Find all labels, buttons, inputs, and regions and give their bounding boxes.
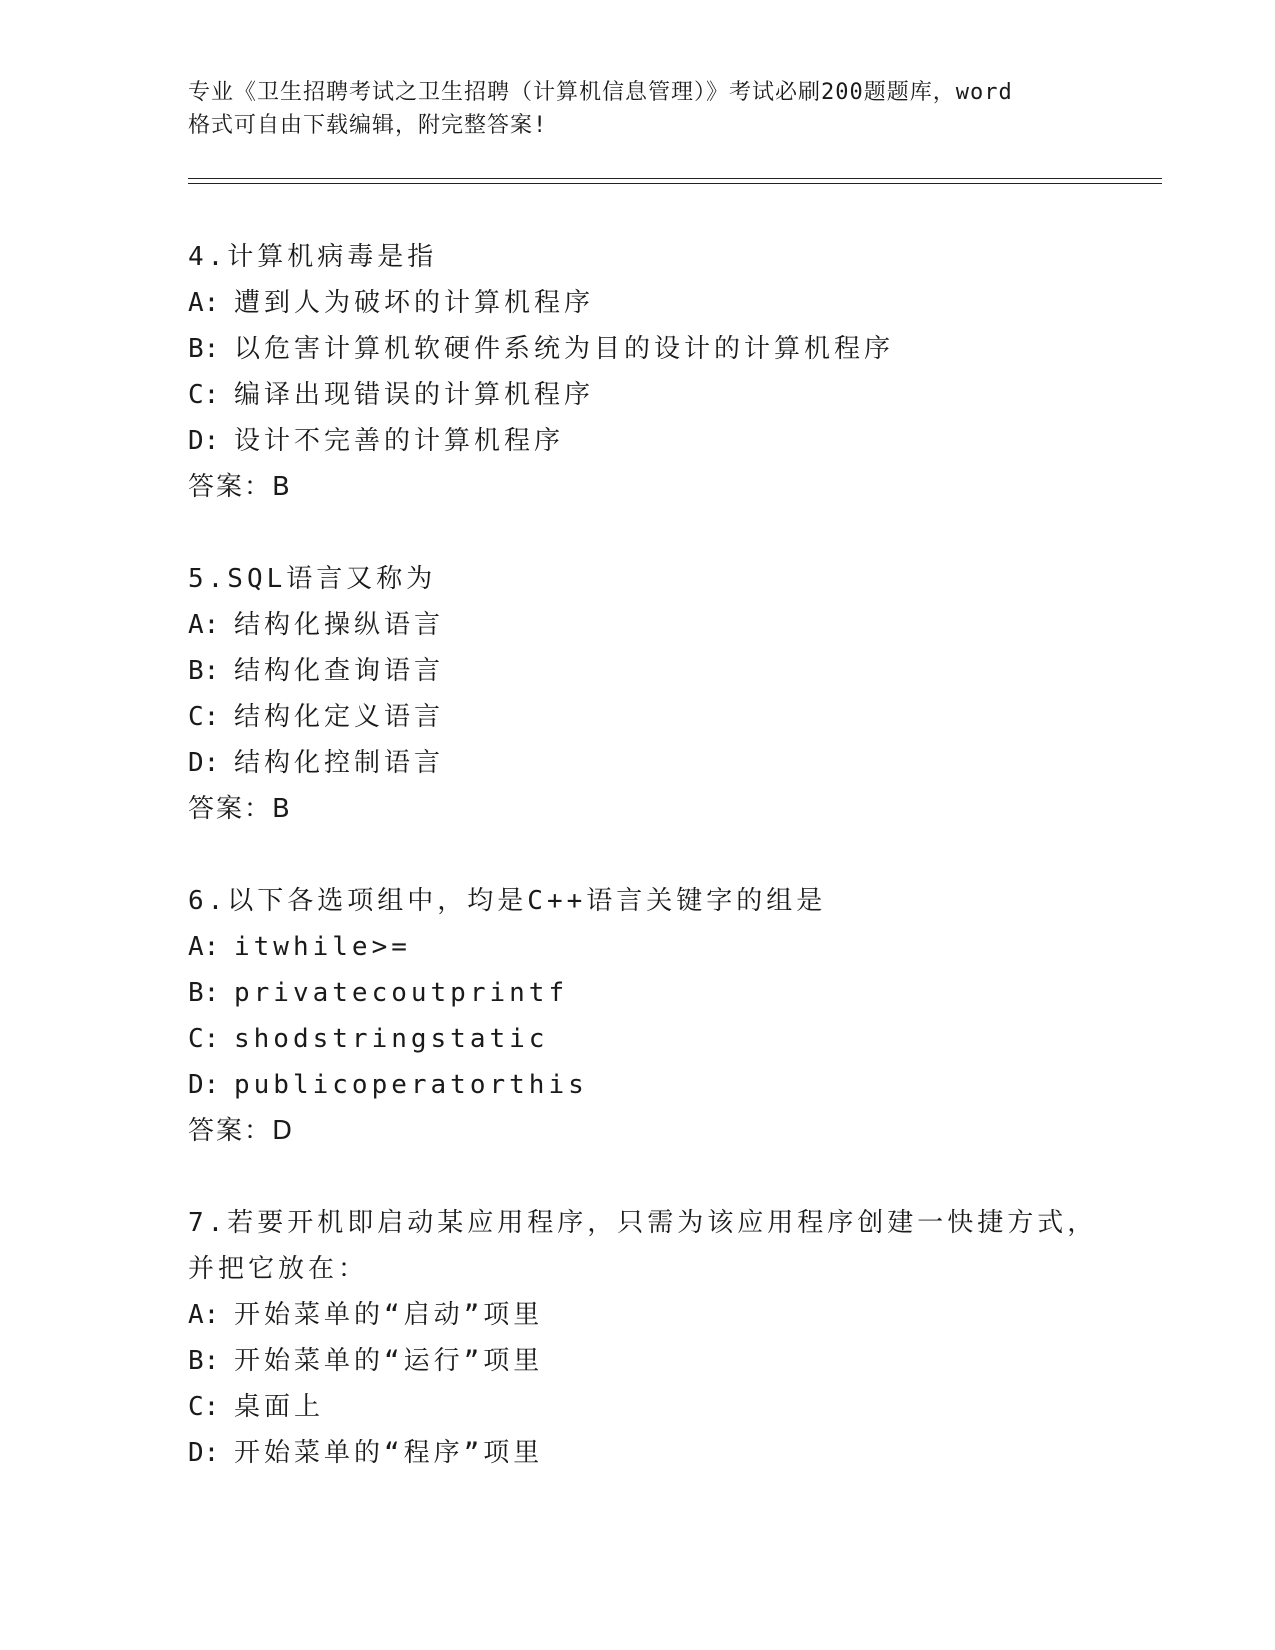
answer-line: 答案：B <box>188 472 292 502</box>
option-key: D: <box>188 426 220 456</box>
option-b <box>188 1338 1148 1384</box>
question-stem-continued: 并把它放在： <box>188 1254 369 1284</box>
option-key: A: <box>188 288 220 318</box>
question-stem: 4.计算机病毒是指 <box>188 242 438 272</box>
option-text: 设计不完善的计算机程序 <box>234 426 565 456</box>
option-c <box>188 372 1148 418</box>
answer-line: 答案：D <box>188 1116 295 1146</box>
option-key: C: <box>188 380 220 410</box>
option-text: publicoperatorthis <box>234 1070 588 1100</box>
question-7 <box>188 1200 1148 1476</box>
option-text: 遭到人为破坏的计算机程序 <box>234 288 595 318</box>
option-c <box>188 1384 1148 1430</box>
option-d <box>188 740 1148 786</box>
option-key: B: <box>188 978 220 1008</box>
option-d <box>188 1062 1148 1108</box>
option-key: B: <box>188 656 220 686</box>
option-text: 开始菜单的“启动”项里 <box>234 1300 544 1330</box>
question-stem: 6.以下各选项组中，均是C++语言关键字的组是 <box>188 886 827 916</box>
question-list <box>188 234 1148 1522</box>
option-key: C: <box>188 1392 220 1422</box>
option-key: B: <box>188 1346 220 1376</box>
header-line-2: 格式可自由下载编辑，附完整答案! <box>188 113 548 138</box>
option-key: A: <box>188 1300 220 1330</box>
option-c <box>188 1016 1148 1062</box>
answer-line: 答案：B <box>188 794 292 824</box>
option-key: C: <box>188 1024 220 1054</box>
option-text: 桌面上 <box>234 1392 325 1422</box>
header-divider-bottom <box>188 183 1162 184</box>
option-key: A: <box>188 610 220 640</box>
option-d <box>188 418 1148 464</box>
document-header <box>188 76 1088 142</box>
option-key: D: <box>188 748 220 778</box>
option-d <box>188 1430 1148 1476</box>
header-line-1: 专业《卫生招聘考试之卫生招聘（计算机信息管理）》考试必刷200题题库，word <box>188 80 1013 105</box>
option-text: 开始菜单的“运行”项里 <box>234 1346 544 1376</box>
option-key: D: <box>188 1438 220 1468</box>
option-text: itwhile>= <box>234 932 411 962</box>
option-key: A: <box>188 932 220 962</box>
question-5 <box>188 556 1148 832</box>
question-6 <box>188 878 1148 1154</box>
option-b <box>188 326 1148 372</box>
question-4 <box>188 234 1148 510</box>
option-c <box>188 694 1148 740</box>
option-a <box>188 280 1148 326</box>
option-text: privatecoutprintf <box>234 978 569 1008</box>
option-a <box>188 602 1148 648</box>
option-a <box>188 924 1148 970</box>
option-text: 编译出现错误的计算机程序 <box>234 380 595 410</box>
option-text: 结构化控制语言 <box>234 748 445 778</box>
option-b <box>188 648 1148 694</box>
option-text: shodstringstatic <box>234 1024 549 1054</box>
option-text: 结构化查询语言 <box>234 656 445 686</box>
option-text: 以危害计算机软硬件系统为目的设计的计算机程序 <box>234 334 895 364</box>
question-stem: 7.若要开机即启动某应用程序，只需为该应用程序创建一快捷方式， <box>188 1208 1098 1238</box>
option-text: 结构化定义语言 <box>234 702 445 732</box>
option-key: B: <box>188 334 220 364</box>
option-key: C: <box>188 702 220 732</box>
option-text: 开始菜单的“程序”项里 <box>234 1438 544 1468</box>
header-divider-top <box>188 178 1162 179</box>
option-b <box>188 970 1148 1016</box>
option-key: D: <box>188 1070 220 1100</box>
option-a <box>188 1292 1148 1338</box>
option-text: 结构化操纵语言 <box>234 610 445 640</box>
question-stem: 5.SQL语言又称为 <box>188 564 437 594</box>
